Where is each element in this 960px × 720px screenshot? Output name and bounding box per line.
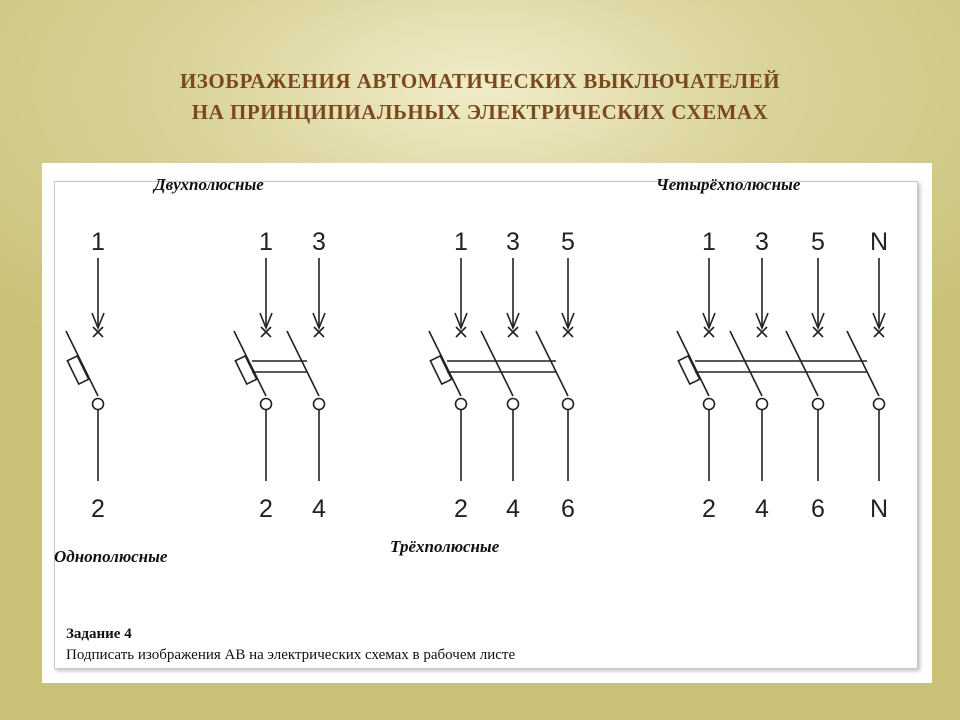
terminal-label-top: 5 xyxy=(561,228,575,256)
contact-circle xyxy=(456,399,467,410)
contact-circle xyxy=(261,399,272,410)
page-title xyxy=(0,66,960,128)
label-single-pole: Однополюсные xyxy=(54,547,168,566)
title-line-2: НА ПРИНЦИПИАЛЬНЫХ ЭЛЕКТРИЧЕСКИХ СХЕМАХ xyxy=(191,100,769,124)
terminal-label-top: N xyxy=(869,228,889,256)
terminal-label-bottom: 6 xyxy=(561,495,575,523)
terminal-label-bottom: 2 xyxy=(259,495,273,523)
contact-circle xyxy=(93,399,104,410)
switch-blade xyxy=(786,331,818,396)
label-four-pole: Четырёхполюсные xyxy=(656,175,801,194)
label-three-pole: Трёхполюсные xyxy=(390,537,500,556)
terminal-label-bottom: 2 xyxy=(702,495,716,523)
task-text: Подписать изображения АВ на электрических схемах в рабочем листе xyxy=(66,647,516,663)
contact-circle xyxy=(813,399,824,410)
terminal-label-top: 5 xyxy=(811,228,825,256)
switch-blade xyxy=(847,331,879,396)
terminal-label-top: 1 xyxy=(702,228,716,256)
single-pole-breaker xyxy=(66,228,105,523)
contact-circle xyxy=(508,399,519,410)
three-pole-breaker xyxy=(429,228,575,523)
terminal-label-bottom: 2 xyxy=(454,495,468,523)
label-two-pole: Двухполюсные xyxy=(154,175,264,194)
contact-circle xyxy=(757,399,768,410)
terminal-label-top: 3 xyxy=(506,228,520,256)
switch-blade xyxy=(481,331,513,396)
switch-blade xyxy=(730,331,762,396)
terminal-label-bottom: 4 xyxy=(312,495,326,523)
switch-blade xyxy=(287,331,319,396)
contact-circle xyxy=(874,399,885,410)
terminal-label-bottom: 6 xyxy=(811,495,825,523)
terminal-label-bottom: N xyxy=(869,495,889,523)
terminal-label-top: 3 xyxy=(755,228,769,256)
terminal-label-top: 1 xyxy=(454,228,468,256)
switch-blade xyxy=(536,331,568,396)
contact-circle xyxy=(704,399,715,410)
diagram-panel xyxy=(42,163,932,683)
task-box xyxy=(66,624,515,666)
terminal-label-bottom: 4 xyxy=(506,495,520,523)
terminal-label-bottom: 4 xyxy=(755,495,769,523)
task-title: Задание 4 xyxy=(66,626,132,642)
contact-circle xyxy=(563,399,574,410)
terminal-label-top: 1 xyxy=(259,228,273,256)
terminal-label-top: 3 xyxy=(312,228,326,256)
two-pole-breaker xyxy=(234,228,326,523)
title-line-1: ИЗОБРАЖЕНИЯ АВТОМАТИЧЕСКИХ ВЫКЛЮЧАТЕЛЕЙ xyxy=(179,69,781,93)
contact-circle xyxy=(314,399,325,410)
four-pole-breaker xyxy=(677,228,888,523)
terminal-label-top: 1 xyxy=(91,228,105,256)
breaker-diagrams xyxy=(42,163,932,683)
terminal-label-bottom: 2 xyxy=(91,495,105,523)
